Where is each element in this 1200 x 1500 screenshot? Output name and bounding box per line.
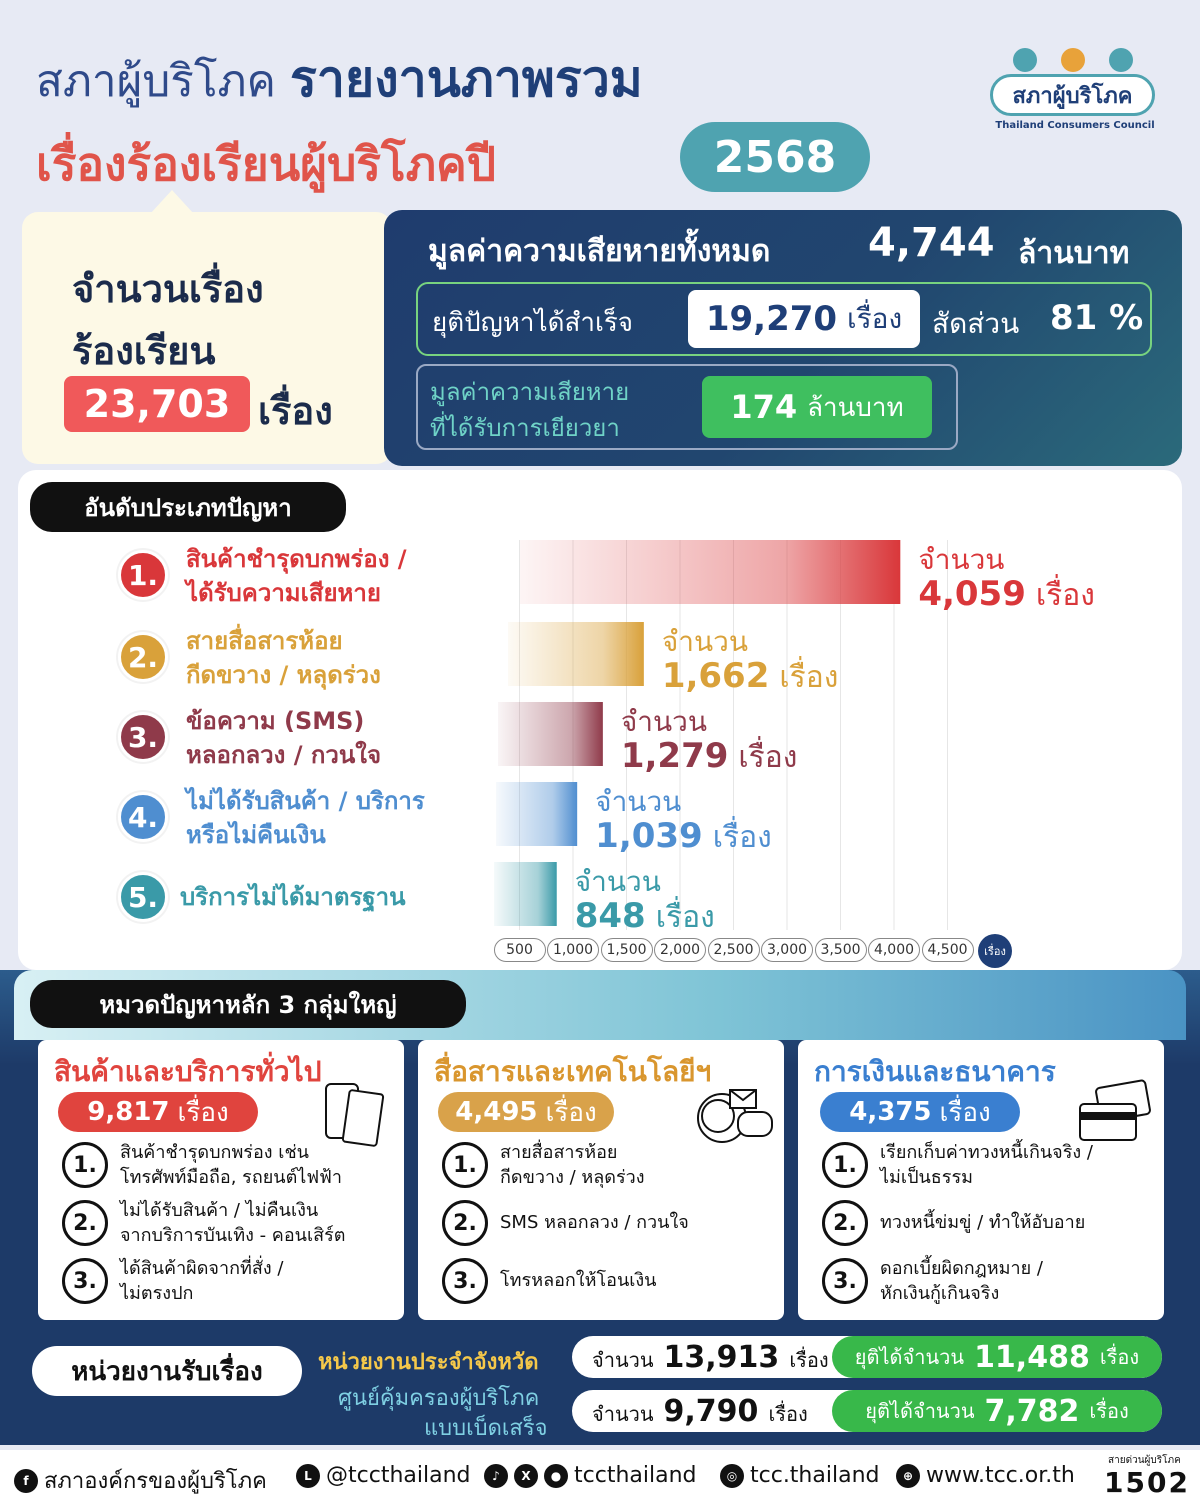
unit-solved-unit: เรื่อง xyxy=(1089,1399,1129,1423)
bar-value-unit: เรื่อง xyxy=(1035,578,1095,613)
group-card-count xyxy=(58,1092,258,1132)
group-item-number: 1. xyxy=(442,1142,488,1188)
group-item-line: ไม่เป็นธรรม xyxy=(880,1167,973,1188)
bar-5 xyxy=(494,862,557,926)
group-count-unit: เรื่อง xyxy=(939,1097,991,1128)
group-count-value: 4,495 xyxy=(455,1097,538,1127)
line-text: @tccthailand xyxy=(326,1463,471,1488)
credit-card-icon xyxy=(1074,1078,1154,1148)
count-value: 23,703 xyxy=(64,376,250,432)
units-title: หน่วยงานรับเรื่อง xyxy=(32,1346,302,1396)
group-item-line: SMS หลอกลวง / กวนใจ xyxy=(500,1212,689,1233)
rank-number-3: 3. xyxy=(118,712,168,762)
x-tick-label: 1,000 xyxy=(547,938,599,962)
rank-label-5 xyxy=(180,880,405,914)
bar-count-word: จำนวน xyxy=(574,865,661,898)
rank-label-line: ไม่ได้รับสินค้า / บริการ xyxy=(186,787,425,815)
bar-value-1 xyxy=(918,572,1095,619)
solved-unit: เรื่อง xyxy=(847,302,903,335)
unit-solved-word: ยุติได้จำนวน xyxy=(865,1399,975,1423)
chat-icon: ● xyxy=(544,1464,568,1488)
rank-label-line: สายสื่อสารห้อย xyxy=(186,627,343,655)
rank-label-line: สินค้าชำรุดบกพร่อง / xyxy=(186,545,407,573)
rank-label-line: หรือไม่คืนเงิน xyxy=(186,821,326,849)
logo-text: สภาผู้บริโภค xyxy=(990,74,1155,116)
bar-count-word: จำนวน xyxy=(661,625,748,658)
group-item-line: เรียกเก็บค่าทวงหนี้เกินจริง / xyxy=(880,1142,1093,1163)
unit-solved xyxy=(832,1390,1162,1432)
bar-1 xyxy=(520,540,900,604)
solved-label: ยุติปัญหาได้สำเร็จ xyxy=(432,308,634,338)
rank-label-line: บริการไม่ได้มาตรฐาน xyxy=(180,883,406,911)
unit-label-center: แบบเบ็ดเสร็จ xyxy=(424,1416,548,1441)
group-count-value: 9,817 xyxy=(87,1097,170,1127)
bar-4 xyxy=(496,782,577,846)
group-count-unit: เรื่อง xyxy=(177,1097,229,1128)
compensation-label: มูลค่าความเสียหาย xyxy=(430,378,630,406)
unit-label-center: ศูนย์คุ้มครองผู้บริโภค xyxy=(338,1386,540,1411)
unit-count xyxy=(592,1340,829,1376)
bar-count-word: จำนวน xyxy=(918,543,1005,576)
unit-solved-value: 11,488 xyxy=(974,1339,1090,1375)
hotline-label: สายด่วนผู้บริโภค xyxy=(1108,1455,1181,1466)
group-item-number: 3. xyxy=(442,1258,488,1304)
facebook-icon: f xyxy=(14,1469,38,1493)
x-tick-label: 2,500 xyxy=(708,938,760,962)
group-item-line: โทรศัพท์มือถือ, รถยนต์ไฟฟ้า xyxy=(120,1167,342,1188)
mail-globe-icon xyxy=(694,1078,774,1148)
bar-value-5 xyxy=(575,894,715,941)
x-tick-label: 3,000 xyxy=(761,938,813,962)
bar-value-unit: เรื่อง xyxy=(712,820,772,855)
rank-number-5: 5. xyxy=(118,872,168,922)
ratio-value: 81 % xyxy=(1050,298,1144,338)
group-item-number: 1. xyxy=(822,1142,868,1188)
footer-instagram[interactable] xyxy=(720,1463,879,1488)
group-item-text xyxy=(500,1268,657,1293)
group-item-line: ได้สินค้าผิดจากที่สั่ง / xyxy=(120,1258,284,1279)
compensation-label: ที่ได้รับการเยียวยา xyxy=(430,414,620,442)
footer-facebook[interactable] xyxy=(14,1463,267,1498)
group-item-number: 2. xyxy=(62,1200,108,1246)
unit-count-value: 13,913 xyxy=(663,1340,780,1375)
subtitle: เรื่องร้องเรียนผู้บริโภคปี xyxy=(36,137,496,191)
bar-value-text: 1,662 xyxy=(661,656,770,696)
tiktok-icon: ♪ xyxy=(484,1464,508,1488)
group-item-line: จากบริการบันเทิง - คอนเสิร์ต xyxy=(120,1225,346,1246)
group-item-line: สินค้าชำรุดบกพร่อง เช่น xyxy=(120,1142,309,1163)
title-main: รายงานภาพรวม xyxy=(289,50,643,108)
group-item-text xyxy=(500,1210,689,1235)
bar-value-4 xyxy=(595,814,772,861)
compensation-value: 174 xyxy=(730,388,798,426)
bar-value-unit: เรื่อง xyxy=(779,660,839,695)
footer-line[interactable] xyxy=(296,1463,470,1488)
bar-3 xyxy=(498,702,603,766)
group-item-text xyxy=(120,1198,345,1248)
line-icon: L xyxy=(296,1464,320,1488)
unit-solved-value: 7,782 xyxy=(984,1393,1080,1429)
unit-solved-unit: เรื่อง xyxy=(1099,1345,1140,1369)
solved-value: 19,270 xyxy=(705,299,838,339)
count-label: จำนวนเรื่อง xyxy=(72,267,264,311)
year-badge: 2568 xyxy=(680,122,870,192)
x-icon: X xyxy=(514,1464,538,1488)
group-card-title: สื่อสารและเทคโนโลยีฯ xyxy=(434,1055,712,1088)
unit-solved-word: ยุติได้จำนวน xyxy=(854,1345,965,1369)
group-item-text xyxy=(880,1140,1093,1190)
x-axis-unit: เรื่อง xyxy=(978,934,1012,968)
rank-label-line: กีดขวาง / หลุดร่วง xyxy=(186,661,381,689)
x-tick-label: 2,000 xyxy=(654,938,706,962)
group-item-text xyxy=(120,1140,342,1190)
rank-label-line: ได้รับความเสียหาย xyxy=(186,579,381,607)
group-item-line: โทรหลอกให้โอนเงิน xyxy=(500,1270,657,1291)
count-label: ร้องเรียน xyxy=(72,329,216,373)
group-item-line: กีดขวาง / หลุดร่วง xyxy=(500,1167,645,1188)
group-item-number: 1. xyxy=(62,1142,108,1188)
rank-number-2: 2. xyxy=(118,632,168,682)
bar-value-unit: เรื่อง xyxy=(738,740,798,775)
tiktok-x-text: tccthailand xyxy=(574,1463,697,1488)
bar-value-text: 1,279 xyxy=(620,736,729,776)
logo-subtext: Thailand Consumers Council xyxy=(995,120,1155,131)
damage-value: 4,744 xyxy=(868,220,995,266)
groups-title: หมวดปัญหาหลัก 3 กลุ่มใหญ่ xyxy=(30,980,466,1028)
x-tick-label: 500 xyxy=(494,938,546,962)
hotline-number[interactable]: 1502 xyxy=(1104,1466,1190,1499)
footer-tiktok-x[interactable] xyxy=(484,1463,696,1488)
group-item-line: ไม่ตรงปก xyxy=(120,1283,194,1304)
ranking-title: อันดับประเภทปัญหา xyxy=(30,482,346,532)
rank-label-4 xyxy=(186,784,425,852)
x-tick-label: 3,500 xyxy=(815,938,867,962)
unit-label-province: หน่วยงานประจำจังหวัด xyxy=(318,1350,539,1375)
group-item-number: 3. xyxy=(822,1258,868,1304)
instagram-text: tcc.thailand xyxy=(750,1463,880,1488)
group-card-count xyxy=(438,1092,614,1132)
bar-count-word: จำนวน xyxy=(595,785,682,818)
group-item-text xyxy=(120,1256,283,1306)
group-card-count xyxy=(820,1092,1020,1132)
rank-label-line: ข้อความ (SMS) xyxy=(186,707,365,735)
damage-unit: ล้านบาท xyxy=(1018,236,1130,271)
bar-value-text: 1,039 xyxy=(595,816,703,856)
x-tick-label: 4,000 xyxy=(868,938,920,962)
title-org: สภาผู้บริโภค xyxy=(36,56,276,107)
unit-count-unit: เรื่อง xyxy=(789,1348,829,1372)
rank-label-line: หลอกลวง / กวนใจ xyxy=(186,741,382,769)
group-item-text xyxy=(880,1210,1085,1235)
rank-number-1: 1. xyxy=(118,550,168,600)
x-tick-label: 1,500 xyxy=(601,938,653,962)
unit-count-word: จำนวน xyxy=(592,1348,654,1372)
group-item-line: หักเงินกู้เกินจริง xyxy=(880,1283,1000,1304)
footer-web[interactable] xyxy=(896,1463,1075,1488)
globe-icon: ⊕ xyxy=(896,1464,920,1488)
x-tick-label: 4,500 xyxy=(922,938,974,962)
count-unit: เรื่อง xyxy=(258,389,333,433)
group-count-unit: เรื่อง xyxy=(545,1097,597,1128)
damage-label: มูลค่าความเสียหายทั้งหมด xyxy=(428,234,771,269)
group-item-line: ดอกเบี้ยผิดกฎหมาย / xyxy=(880,1258,1043,1279)
rank-label-2 xyxy=(186,624,381,692)
rank-label-1 xyxy=(186,542,407,610)
group-item-line: ทวงหนี้ข่มขู่ / ทำให้อับอาย xyxy=(880,1212,1086,1233)
group-item-text xyxy=(880,1256,1043,1306)
bar-value-2 xyxy=(662,654,839,701)
group-item-number: 2. xyxy=(442,1200,488,1246)
bar-2 xyxy=(508,622,644,686)
compensation-unit: ล้านบาท xyxy=(807,392,904,423)
unit-count-unit: เรื่อง xyxy=(768,1402,808,1426)
group-item-text xyxy=(500,1140,645,1190)
rank-label-3 xyxy=(186,704,381,772)
group-card-title: สินค้าและบริการทั่วไป xyxy=(54,1055,322,1088)
unit-count xyxy=(592,1394,808,1430)
facebook-text: สภาองค์กรของผู้บริโภค xyxy=(44,1469,267,1494)
bar-value-unit: เรื่อง xyxy=(655,900,715,935)
group-item-number: 2. xyxy=(822,1200,868,1246)
group-item-number: 3. xyxy=(62,1258,108,1304)
group-item-line: สายสื่อสารห้อย xyxy=(500,1142,618,1163)
web-text: www.tcc.or.th xyxy=(926,1463,1075,1488)
bar-value-text: 4,059 xyxy=(918,574,1026,614)
bar-count-word: จำนวน xyxy=(620,705,707,738)
phone-icon xyxy=(314,1078,394,1148)
unit-count-value: 9,790 xyxy=(663,1394,759,1429)
group-item-line: ไม่ได้รับสินค้า / ไม่คืนเงิน xyxy=(120,1200,319,1221)
instagram-icon: ◎ xyxy=(720,1464,744,1488)
unit-count-word: จำนวน xyxy=(592,1402,654,1426)
group-card-title: การเงินและธนาคาร xyxy=(814,1055,1056,1088)
bar-value-text: 848 xyxy=(574,896,646,936)
rank-number-4: 4. xyxy=(118,792,168,842)
unit-solved xyxy=(832,1336,1162,1378)
ratio-label: สัดส่วน xyxy=(932,307,1020,340)
bar-value-3 xyxy=(621,734,798,781)
group-count-value: 4,375 xyxy=(849,1097,932,1127)
